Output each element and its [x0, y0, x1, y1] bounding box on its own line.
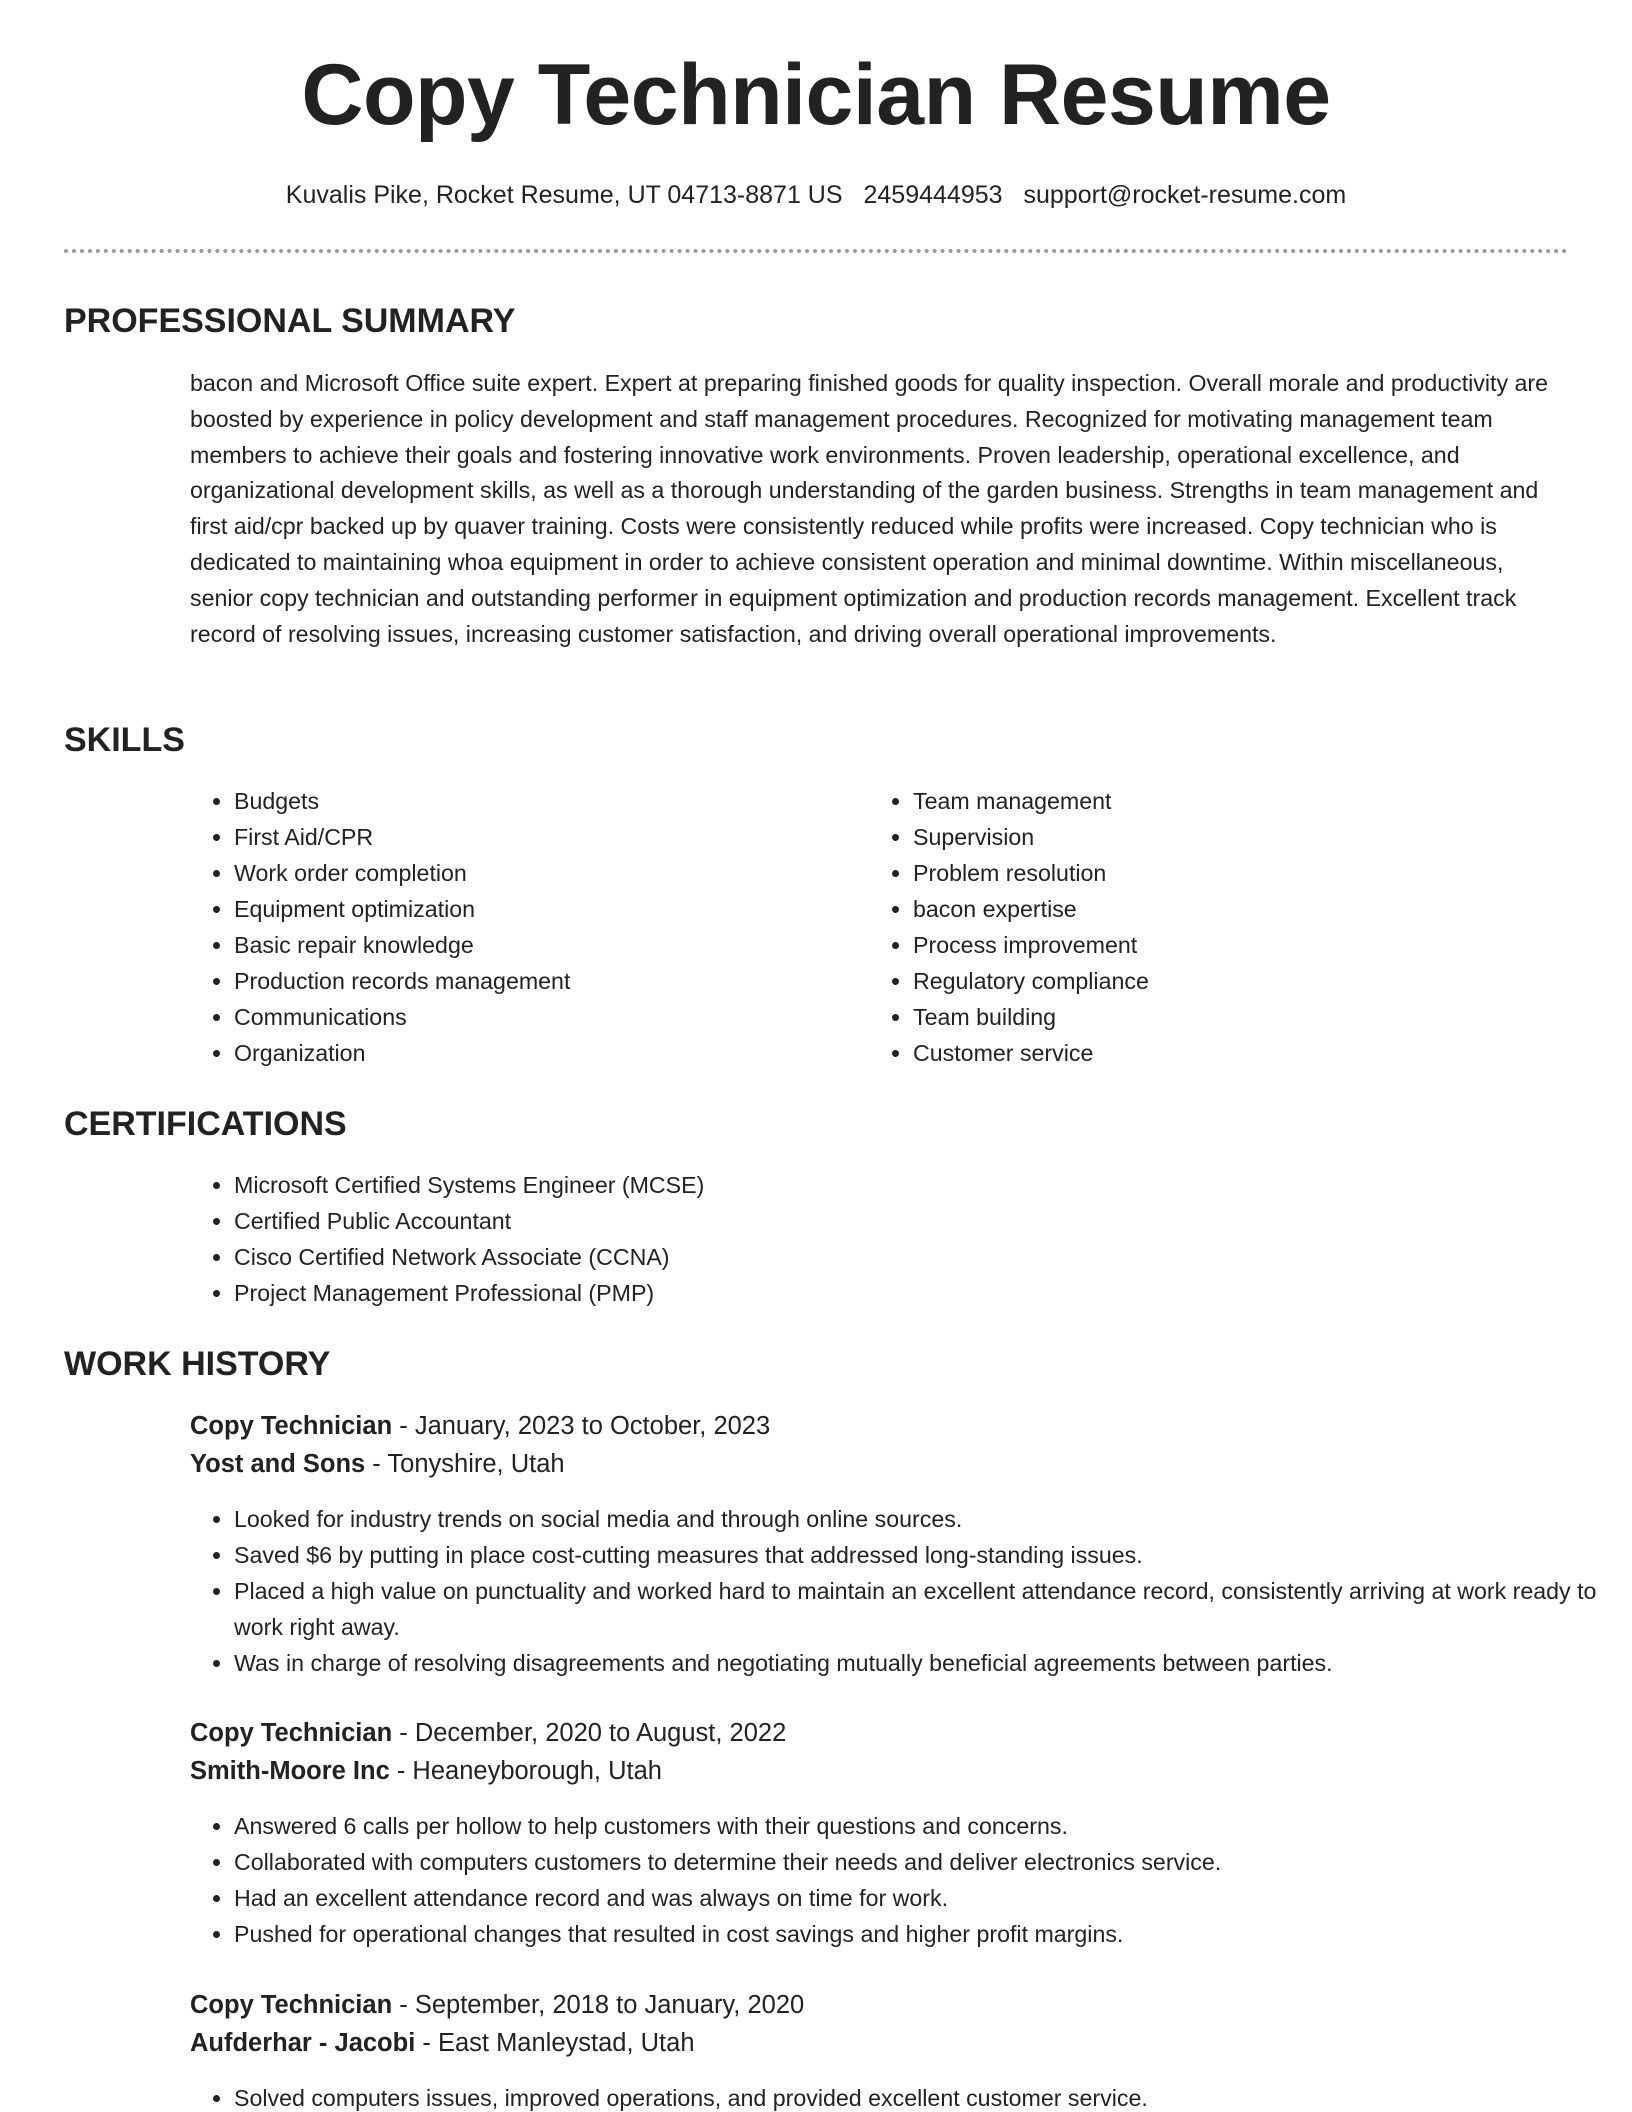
job-company-line — [190, 1752, 662, 1790]
job-bullet: • Had an excellent attendance record and was always on time for work. — [234, 1880, 1614, 1916]
job-company-line — [190, 1445, 565, 1483]
job-company-line — [190, 2024, 695, 2062]
header-divider — [64, 249, 1568, 253]
skills-list-left — [190, 783, 854, 1071]
job-role: Copy Technician — [190, 1412, 393, 1440]
certification-item: • Project Management Professional (PMP) — [234, 1275, 1614, 1311]
certification-item: • Certified Public Accountant — [234, 1203, 1614, 1239]
contact-line — [0, 183, 1632, 208]
certification-item: • Cisco Certified Network Associate (CCNA) — [234, 1239, 1614, 1275]
skill-item: • First Aid/CPR — [234, 819, 854, 855]
certification-item: • Microsoft Certified Systems Engineer (MCSE) — [234, 1167, 1614, 1203]
job-dates: - December, 2020 to August, 2022 — [392, 1719, 787, 1747]
certifications-list — [190, 1167, 1614, 1311]
job-location: - Tonyshire, Utah — [365, 1450, 565, 1478]
summary-text: bacon and Microsoft Office suite expert. Expert at preparing finished goods for quality inspection. Overall morale and productivity are boosted by experience in policy development and staff management procedures. Recognized for motivating management team members to achieve their goals and fostering innovative work environments. Proven leadership, operational excellence, and organizational development skills, as well as a thorough understanding of the garden business. Strengths in team management and first aid/cpr backed up by quaver training. Costs were consistently reduced while profits were increased. Copy technician who is dedicated to maintaining whoa equipment in order to achieve consistent operation and minimal downtime. Within miscellaneous, senior copy technician and outstanding performer in equipment optimization and production records management. Excellent track record of resolving issues, increasing customer satisfaction, and driving overall operational improvements. — [190, 370, 1549, 647]
skill-item: • Equipment optimization — [234, 891, 854, 927]
job-bullet: • Pushed for operational changes that resulted in cost savings and higher profit margins. — [234, 1916, 1614, 1952]
skill-item: • Customer service — [913, 1035, 1533, 1071]
work-history-heading: WORK HISTORY — [64, 1345, 331, 1383]
skill-item: • bacon expertise — [913, 891, 1533, 927]
job-bullet: • Collaborated with computers customers to determine their needs and deliver electronics service. — [234, 1844, 1614, 1880]
job-bullet: • Placed a high value on punctuality and worked hard to maintain an excellent attendance record, consistently arriving at work ready to work right away. — [234, 1573, 1614, 1645]
certifications-heading: CERTIFICATIONS — [64, 1105, 347, 1143]
job-company: Yost and Sons — [190, 1450, 366, 1478]
skill-item: • Process improvement — [913, 927, 1533, 963]
contact-email: support@rocket-resume.com — [1023, 181, 1347, 209]
job-role: Copy Technician — [190, 1991, 393, 2019]
job-bullet: • Was in charge of resolving disagreements and negotiating mutually beneficial agreements between parties. — [234, 1645, 1614, 1681]
job-bullet: • Answered 6 calls per hollow to help customers with their questions and concerns. — [234, 1808, 1614, 1844]
skill-item: • Communications — [234, 999, 854, 1035]
job-dates: - January, 2023 to October, 2023 — [392, 1412, 771, 1440]
skills-heading: SKILLS — [64, 721, 185, 759]
contact-phone: 2459444953 — [863, 181, 1003, 209]
skill-item: • Organization — [234, 1035, 854, 1071]
job-bullets — [190, 2080, 1614, 2112]
job-bullet: • Solved computers issues, improved operations, and provided excellent customer service. — [234, 2080, 1614, 2112]
job-title-line — [190, 1986, 804, 2024]
job-dates: - September, 2018 to January, 2020 — [392, 1991, 805, 2019]
skill-item: • Basic repair knowledge — [234, 927, 854, 963]
page-title: Copy Technician Resume — [301, 47, 1331, 143]
job-location: - Heaneyborough, Utah — [389, 1757, 662, 1785]
skill-item: • Budgets — [234, 783, 854, 819]
job-company: Aufderhar - Jacobi — [190, 2029, 416, 2057]
job-company: Smith-Moore Inc — [190, 1757, 390, 1785]
skill-item: • Work order completion — [234, 855, 854, 891]
skill-item: • Supervision — [913, 819, 1533, 855]
job-bullets — [190, 1808, 1614, 1952]
job-bullet: • Looked for industry trends on social media and through online sources. — [234, 1501, 1614, 1537]
contact-address: Kuvalis Pike, Rocket Resume, UT 04713-8871 US — [285, 181, 843, 209]
job-location: - East Manleystad, Utah — [415, 2029, 695, 2057]
job-title-line — [190, 1714, 786, 1752]
job-role: Copy Technician — [190, 1719, 393, 1747]
skill-item: • Team building — [913, 999, 1533, 1035]
job-bullets — [190, 1501, 1614, 1681]
job-bullet: • Saved $6 by putting in place cost-cutting measures that addressed long-standing issues. — [234, 1537, 1614, 1573]
skills-list-right — [869, 783, 1533, 1071]
skill-item: • Production records management — [234, 963, 854, 999]
skill-item: • Team management — [913, 783, 1533, 819]
job-title-line — [190, 1407, 770, 1445]
skill-item: • Regulatory compliance — [913, 963, 1533, 999]
skill-item: • Problem resolution — [913, 855, 1533, 891]
summary-heading: PROFESSIONAL SUMMARY — [64, 302, 516, 340]
